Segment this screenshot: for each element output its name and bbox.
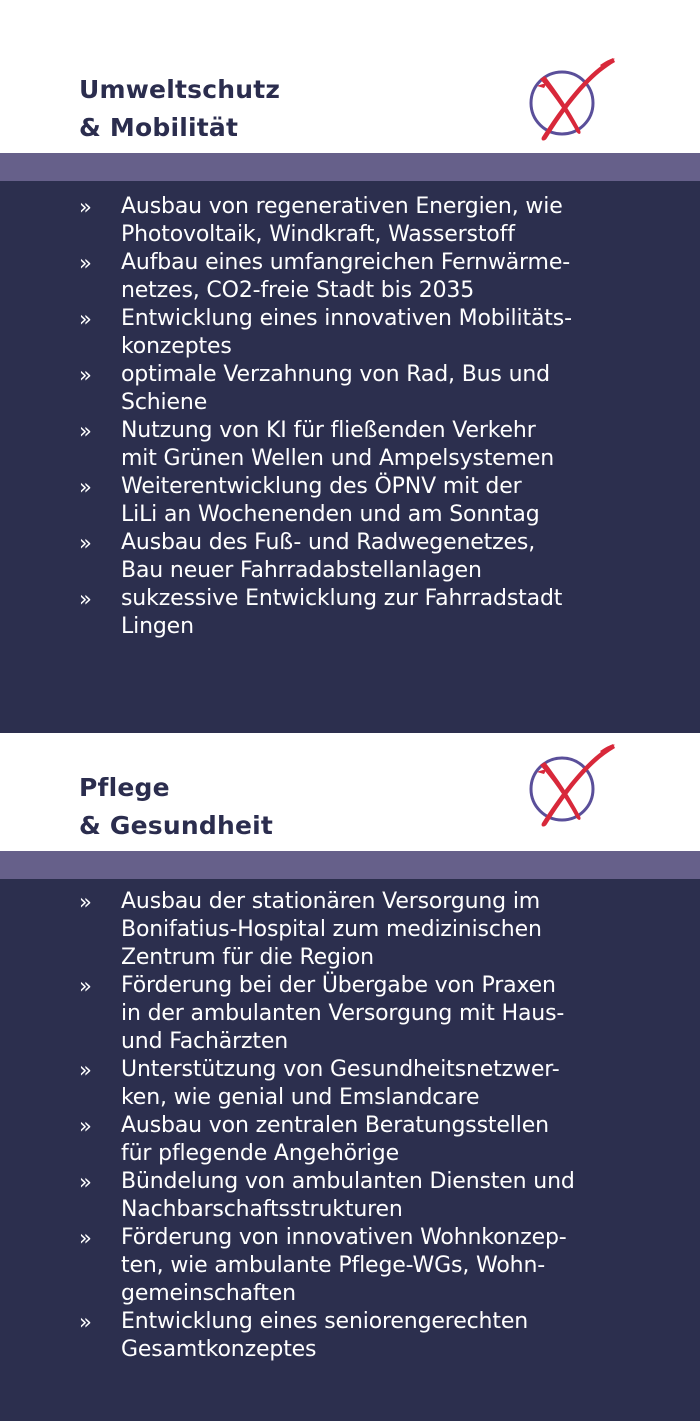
item-text: gemeinschaften <box>121 1281 296 1306</box>
item-text: ten, wie ambulante Pflege-WGs, Wohn- <box>121 1253 546 1278</box>
list-item <box>0 473 700 529</box>
item-text: Ausbau des Fuß- und Radwegenetzes, <box>121 530 536 555</box>
bullet-icon: » <box>79 1114 92 1138</box>
item-text: in der ambulanten Versorgung mit Haus- <box>121 1001 565 1026</box>
item-text: Förderung von innovativen Wohnkonzep- <box>121 1225 567 1250</box>
list-item <box>0 1112 700 1168</box>
ballot-cross-icon <box>518 55 618 145</box>
list-item <box>0 305 700 361</box>
list-item <box>0 361 700 417</box>
item-text: Nutzung von KI für fließenden Verkehr <box>121 418 536 443</box>
item-text: Gesamtkonzeptes <box>121 1337 317 1362</box>
section-header <box>0 733 700 851</box>
item-list <box>0 888 700 1364</box>
list-item <box>0 193 700 249</box>
bullet-icon: » <box>79 251 92 275</box>
item-text: Bonifatius-Hospital zum medizinischen <box>121 917 542 942</box>
item-text: ken, wie genial und Emslandcare <box>121 1085 480 1110</box>
section-title <box>79 71 280 147</box>
list-item <box>0 585 700 641</box>
item-text: Förderung bei der Übergabe von Praxen <box>121 973 556 998</box>
section-pflege <box>0 733 700 1421</box>
bullet-icon: » <box>79 1058 92 1082</box>
list-item <box>0 249 700 305</box>
item-text: Weiterentwicklung des ÖPNV mit der <box>121 474 522 499</box>
bullet-icon: » <box>79 363 92 387</box>
section-band <box>0 851 700 879</box>
item-text: Zentrum für die Region <box>121 945 374 970</box>
bullet-icon: » <box>79 1310 92 1334</box>
item-text: Ausbau von zentralen Beratungsstellen <box>121 1113 549 1138</box>
ballot-cross-icon <box>518 741 618 831</box>
item-text: Lingen <box>121 614 194 639</box>
item-text: optimale Verzahnung von Rad, Bus und <box>121 362 550 387</box>
item-text: Nachbarschaftsstrukturen <box>121 1197 403 1222</box>
section-title-line: & Gesundheit <box>79 811 274 840</box>
list-item <box>0 529 700 585</box>
section-body <box>0 879 700 1421</box>
item-text: Entwicklung eines seniorengerechten <box>121 1309 528 1334</box>
item-text: Schiene <box>121 390 208 415</box>
list-item <box>0 1056 700 1112</box>
section-title-line: Umweltschutz <box>79 75 281 104</box>
section-header <box>0 0 700 153</box>
list-item <box>0 1224 700 1308</box>
bullet-icon: » <box>79 475 92 499</box>
item-text: Bau neuer Fahrradabstellanlagen <box>121 558 482 583</box>
section-title <box>79 769 273 845</box>
item-text: Aufbau eines umfangreichen Fernwärme- <box>121 250 571 275</box>
bullet-icon: » <box>79 890 92 914</box>
item-text: Unterstützung von Gesundheitsnetzwer- <box>121 1057 560 1082</box>
bullet-icon: » <box>79 974 92 998</box>
item-text: und Fachärzten <box>121 1029 289 1054</box>
section-body <box>0 181 700 733</box>
bullet-icon: » <box>79 1226 92 1250</box>
item-text: mit Grünen Wellen und Ampelsystemen <box>121 446 555 471</box>
section-title-line: Pflege <box>79 773 170 802</box>
item-text: Bündelung von ambulanten Diensten und <box>121 1169 575 1194</box>
section-band <box>0 153 700 181</box>
item-text: sukzessive Entwicklung zur Fahrradstadt <box>121 586 563 611</box>
item-text: LiLi an Wochenenden und am Sonntag <box>121 502 540 527</box>
item-text: Ausbau der stationären Versorgung im <box>121 889 541 914</box>
bullet-icon: » <box>79 531 92 555</box>
section-title-line: & Mobilität <box>79 113 239 142</box>
list-item <box>0 417 700 473</box>
item-text: konzeptes <box>121 334 232 359</box>
bullet-icon: » <box>79 419 92 443</box>
list-item <box>0 1308 700 1364</box>
item-text: Photovoltaik, Windkraft, Wasserstoff <box>121 222 515 247</box>
item-list <box>0 193 700 641</box>
bullet-icon: » <box>79 587 92 611</box>
bullet-icon: » <box>79 307 92 331</box>
list-item <box>0 972 700 1056</box>
bullet-icon: » <box>79 1170 92 1194</box>
item-text: für pflegende Angehörige <box>121 1141 399 1166</box>
list-item <box>0 1168 700 1224</box>
bullet-icon: » <box>79 195 92 219</box>
item-text: Ausbau von regenerativen Energien, wie <box>121 194 563 219</box>
item-text: Entwicklung eines innovativen Mobilitäts- <box>121 306 572 331</box>
list-item <box>0 888 700 972</box>
item-text: netzes, CO2-freie Stadt bis 2035 <box>121 278 475 303</box>
